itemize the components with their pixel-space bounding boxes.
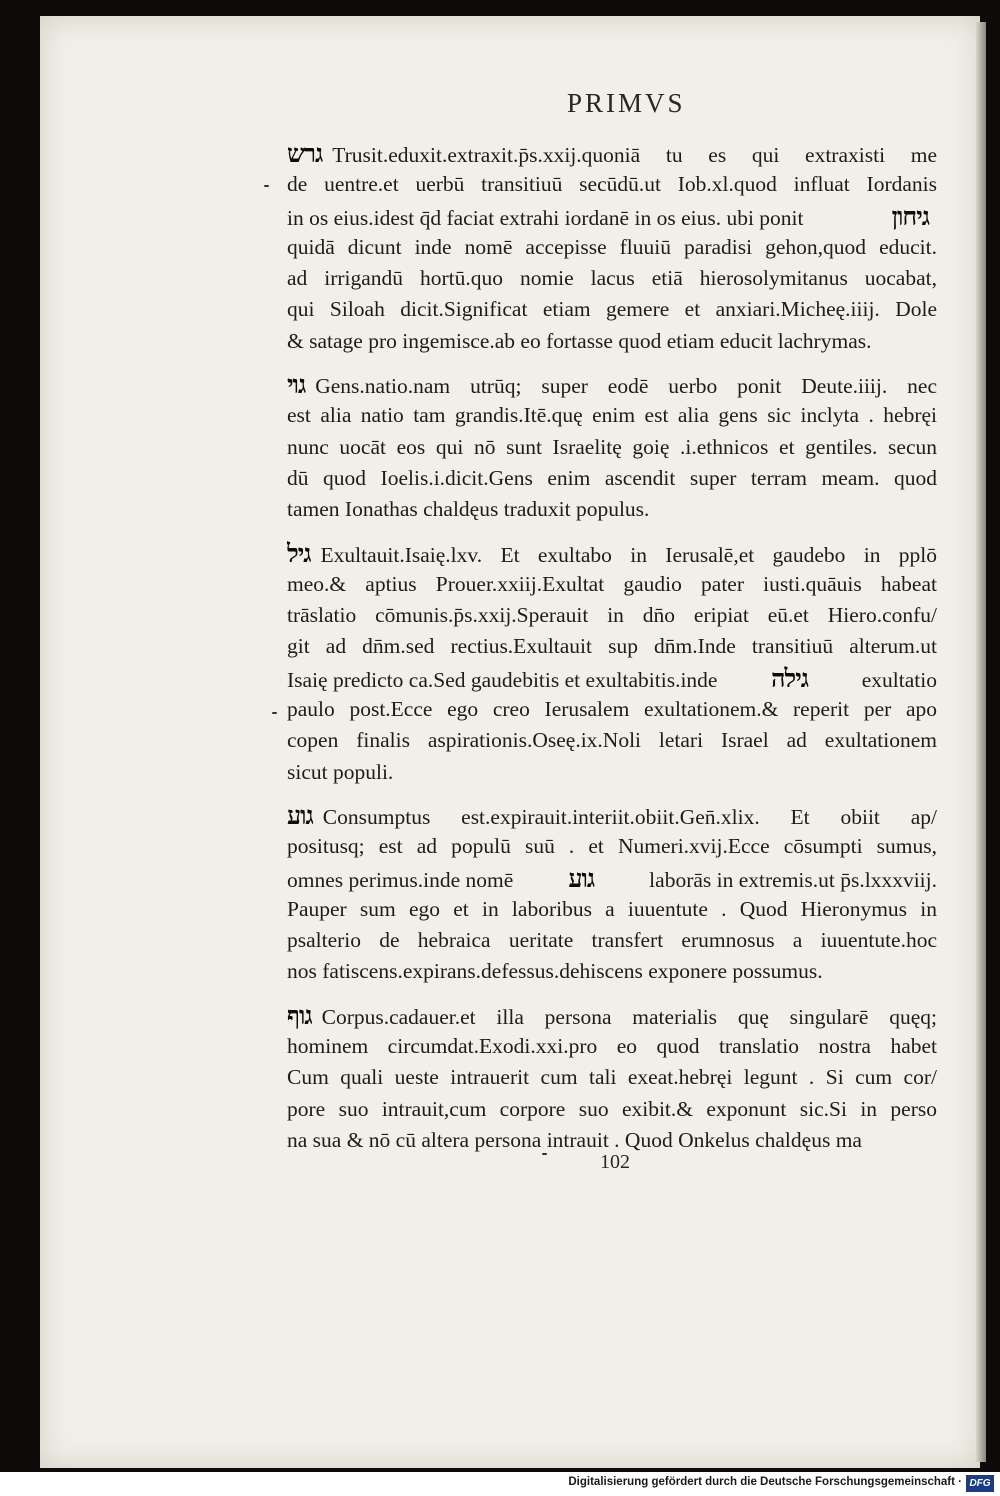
ink-speck — [264, 185, 269, 187]
line-text: Exultauit.Isaię.lxv. Et exultabo in Ierusalē,et gaudebo in pplō — [320, 542, 937, 567]
text-line — [287, 600, 937, 631]
footer-bar — [0, 1472, 1000, 1496]
text-line — [287, 1094, 937, 1125]
line-text: & satage pro ingemisce.ab eo fortasse quod etiam educit lachrymas. — [287, 328, 872, 353]
text-line — [287, 538, 937, 569]
line-text: trāslatio cōmunis.p̄s.xxij.Sperauit in dn̄o eripiat eū.et Hiero.confu/ — [287, 603, 937, 628]
hebrew-lemma: גוע — [287, 800, 313, 830]
text-line — [287, 294, 937, 325]
line-text: quidā dicunt inde nomē accepisse fluuiū paradisi gehon,quod educit. — [287, 234, 937, 259]
line-text: positusq; est ad populū suū . et Numeri.xvij.Ecce cōsumpti sumus, — [287, 834, 937, 859]
line-text: meo.& aptius Prouer.xxiij.Exultat gaudio pater iusti.quāuis habeat — [287, 571, 937, 596]
text-line — [287, 263, 937, 294]
text-line — [287, 894, 937, 925]
line-text: na sua & nō cū altera persona intrauit . Quod Onkelus chaldęus ma — [287, 1127, 862, 1152]
text-line — [287, 1000, 937, 1031]
line-text: in os eius.idest q̄d faciat extrahi iordanē in os eius. ubi ponit — [287, 205, 804, 230]
line-text: ad irrigandū hortū.quo nomie lacus etiā hierosolymitanus uocabat, — [287, 266, 937, 291]
line-text-after: laborās in extremis.ut p̄s.lxxxviij. — [649, 867, 937, 892]
line-text: nos fatiscens.expirans.defessus.dehiscens exponere possumus. — [287, 959, 823, 984]
text-line — [287, 463, 937, 494]
line-text: Consumptus est.expirauit.interiit.obiit.Gen̄.xlix. Et obiit ap/ — [322, 804, 937, 829]
line-text: paulo post.Ecce ego creo Ierusalem exultationem.& reperit per apo — [287, 697, 937, 722]
line-text: git ad dn̄m.sed rectius.Exultauit sup dn̄m.Inde transitiuū alterum.ut — [287, 634, 937, 659]
line-text: Trusit.eduxit.extraxit.p̄s.xxij.quoniā tu es qui extraxisti me — [332, 143, 937, 167]
line-text: Gens.natio.nam utrūq; super eodē uerbo ponit Deute.iiij. nec — [315, 374, 937, 399]
text-line — [287, 232, 937, 263]
text-line — [287, 800, 937, 831]
hebrew-inline-word: גיחון — [891, 201, 929, 231]
text-line — [287, 169, 937, 200]
text-line — [287, 432, 937, 463]
hebrew-lemma: גרש — [287, 139, 323, 168]
text-line — [287, 1062, 937, 1093]
text-line — [287, 569, 937, 600]
dfg-logo: DFG — [966, 1475, 994, 1492]
line-text: hominem circumdat.Exodi.xxi.pro eo quod translatio nostra habet — [287, 1034, 937, 1059]
hebrew-inline-word: גוע — [568, 863, 595, 893]
hebrew-inline-word: גילה — [771, 663, 809, 693]
page-text — [287, 138, 937, 1156]
line-text-after: exultatio — [861, 667, 937, 692]
ink-speck — [272, 712, 277, 714]
text-line — [287, 831, 937, 862]
line-text: qui Siloah dicit.Significat etiam gemere et anxiari.Micheę.iiij. Dole — [287, 297, 937, 322]
text-line — [287, 138, 937, 169]
funding-credit: Digitalisierung gefördert durch die Deutsche Forschungsgemeinschaft · — [568, 1476, 962, 1488]
paragraph-gap — [287, 988, 937, 1000]
folio-number: 102 — [600, 1151, 630, 1173]
line-text: copen finalis aspirationis.Oseę.ix.Noli letari Israel ad exultationem — [287, 728, 937, 753]
text-line — [287, 494, 937, 525]
text-line — [287, 1031, 937, 1062]
text-line — [287, 863, 937, 894]
text-line — [287, 925, 937, 956]
text-line — [287, 631, 937, 662]
line-text: de uentre.et uerbū transitiuū secūdū.ut Iob.xl.quod influat Iordanis — [287, 172, 937, 197]
line-text: tamen Ionathas chaldęus traduxit populus. — [287, 497, 650, 522]
paragraph-gap — [287, 526, 937, 538]
line-text: omnes perimus.inde nomē — [287, 867, 514, 892]
hebrew-lemma: גוי — [287, 370, 306, 400]
text-line — [287, 725, 937, 756]
line-text: Pauper sum ego et in laboribus a iuuentute . Quod Hieronymus in — [287, 896, 937, 921]
paragraph-gap — [287, 357, 937, 369]
line-text: nunc uocāt eos qui nō sunt Israelitę goię .i.ethnicos et gentiles. secun — [287, 434, 937, 459]
text-line — [287, 663, 937, 694]
text-line — [287, 326, 937, 357]
line-text: Cum quali ueste intrauerit cum tali exeat.hebręi legunt . Si cum cor/ — [287, 1065, 937, 1090]
line-text: dū quod Ioelis.i.dicit.Gens enim ascendit super terram meam. quod — [287, 465, 937, 490]
hebrew-lemma: גוף — [287, 1000, 312, 1030]
running-head: PRIMVS — [567, 88, 686, 118]
line-text: est alia natio tam grandis.Itē.quę enim est alia gens sic inclyta . hebręi — [287, 403, 937, 428]
text-line — [287, 369, 937, 400]
text-line — [287, 694, 937, 725]
line-text: pore suo intrauit,cum corpore suo exibit.& exponunt sic.Si in perso — [287, 1096, 937, 1121]
page-edge — [976, 22, 986, 1462]
hebrew-lemma: גיל — [287, 538, 311, 568]
text-line — [287, 201, 937, 232]
line-text: Isaię predicto ca.Sed gaudebitis et exultabitis.inde — [287, 667, 718, 692]
text-line — [287, 956, 937, 987]
ink-speck — [542, 1153, 547, 1155]
line-text: Corpus.cadauer.et illa persona materialis quę singularē quęq; — [321, 1004, 937, 1029]
paragraph-gap — [287, 788, 937, 800]
line-text: sicut populi. — [287, 759, 394, 784]
line-text: psalterio de hebraica ueritate transfert erumnosus a iuuentute.hoc — [287, 928, 937, 953]
text-line — [287, 400, 937, 431]
text-line — [287, 757, 937, 788]
